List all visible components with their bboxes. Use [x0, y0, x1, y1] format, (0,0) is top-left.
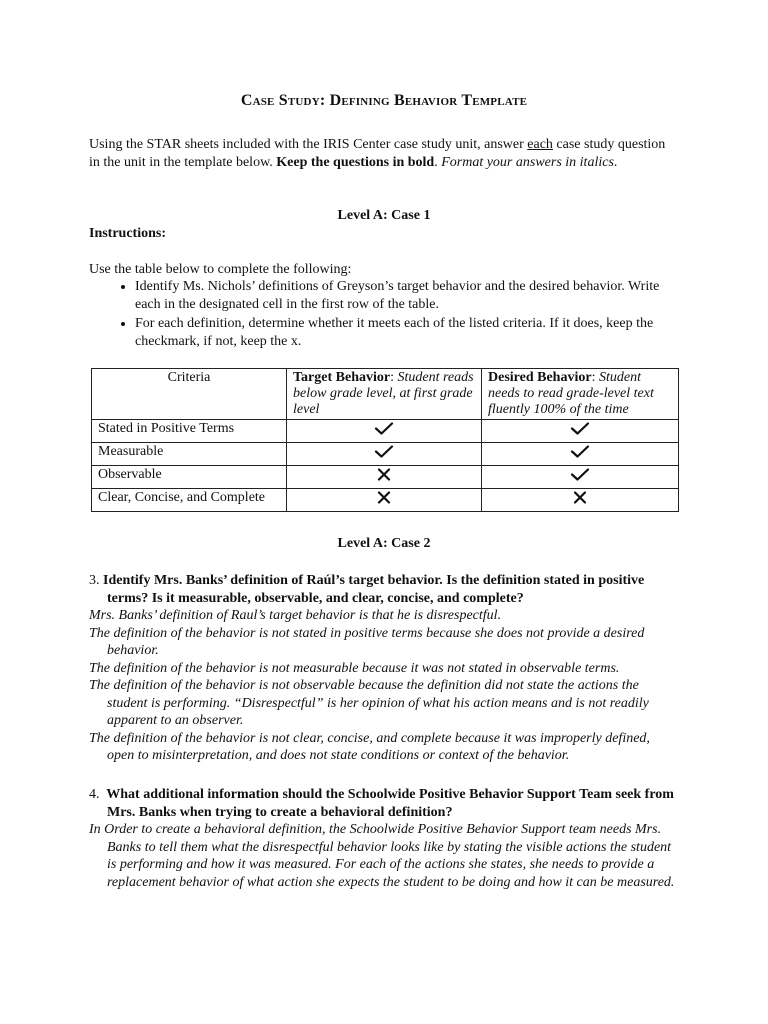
answer-line: The definition of the behavior is not measurable because it was not stated in observable terms.: [89, 660, 620, 676]
case1-heading: Level A: Case 1: [337, 208, 431, 223]
table-row: [92, 466, 679, 489]
criterion-cell: Stated in Positive Terms: [92, 420, 287, 443]
criterion-cell: Clear, Concise, and Complete: [92, 489, 287, 512]
check-icon: [371, 443, 397, 460]
criterion-cell: Measurable: [92, 443, 287, 466]
answer-line: In Order to create a behavioral definition, the Schoolwide Positive Behavior Support team needs Mrs. Banks to tell them what the disrespectful behavior looks like by stating the visible actions the student is performing and how it was measured. For each of the actions she states, she needs to provide a replacement behavior of what action she expects the student to be doing and how it can be measured.: [89, 822, 675, 890]
x-icon: [567, 489, 593, 506]
criteria-header: Criteria: [92, 369, 287, 420]
intro-bold-instruction: Keep the questions in bold: [276, 154, 435, 170]
question-4-block: [89, 786, 679, 891]
x-icon: [371, 466, 397, 483]
question-4-answers: [89, 821, 679, 891]
bullet-item: • For each definition, determine whether it meets each of the listed criteria. If it does, keep the checkmark, if not, keep the x.: [135, 315, 675, 350]
document-title: Case Study: Defining Behavior Template: [240, 92, 528, 109]
answer-line: The definition of the behavior is not stated in positive terms because she does not provide a desired behavior.: [89, 625, 645, 658]
question-3-block: [89, 572, 679, 765]
target-behavior-header: Target Behavior: Student reads below grade level, at first grade level: [287, 369, 482, 420]
instruction-bullets: [89, 278, 675, 352]
check-icon: [567, 443, 593, 460]
bullet-item: • Identify Ms. Nichols’ definitions of Greyson’s target behavior and the desired behavior. Write each in the designated cell in the first row of the table.: [135, 278, 675, 313]
intro-italic-instruction: Format your answers in italics: [441, 154, 614, 170]
question-3-answers: [89, 607, 679, 765]
table-row: [92, 489, 679, 512]
check-icon: [567, 420, 593, 437]
case2-heading: Level A: Case 2: [337, 536, 431, 551]
intro-each: each: [527, 137, 553, 152]
answer-line: The definition of the behavior is not clear, concise, and complete because it was improperly defined, open to misinterpretation, and does not state conditions or context of the behavior.: [89, 730, 650, 763]
instructions-label: Instructions:: [89, 226, 167, 241]
desired-behavior-header: Desired Behavior: Student needs to read grade-level text fluently 100% of the time: [482, 369, 679, 420]
question-4: 4. What additional information should the Schoolwide Positive Behavior Support Team seek from Mrs. Banks when trying to create a behavioral definition?: [89, 787, 674, 820]
check-icon: [567, 466, 593, 483]
x-icon: [371, 489, 397, 506]
use-table-text: Use the table below to complete the following:: [89, 262, 352, 277]
table-row: [92, 420, 679, 443]
check-icon: [371, 420, 397, 437]
intro-paragraph: Using the STAR sheets included with the IRIS Center case study unit, answer each case study question in the unit in the template below. Keep the questions in bold. Format your answers in italics.: [89, 137, 666, 170]
answer-line: The definition of the behavior is not observable because the definition did not state the actions the student is performing. “Disrespectful” is her opinion of what his action means and is not readily apparent to an observer.: [89, 678, 649, 728]
table-row: [92, 443, 679, 466]
criteria-table: [91, 368, 679, 512]
answer-line: Mrs. Banks’ definition of Raul’s target behavior is that he is disrespectful.: [89, 608, 502, 623]
question-3: 3. Identify Mrs. Banks’ definition of Raúl’s target behavior. Is the definition stated in positive terms? Is it measurable, observable, and clear, concise, and complete?: [89, 573, 645, 606]
criteria-header-row: [92, 369, 679, 420]
criterion-cell: Observable: [92, 466, 287, 489]
